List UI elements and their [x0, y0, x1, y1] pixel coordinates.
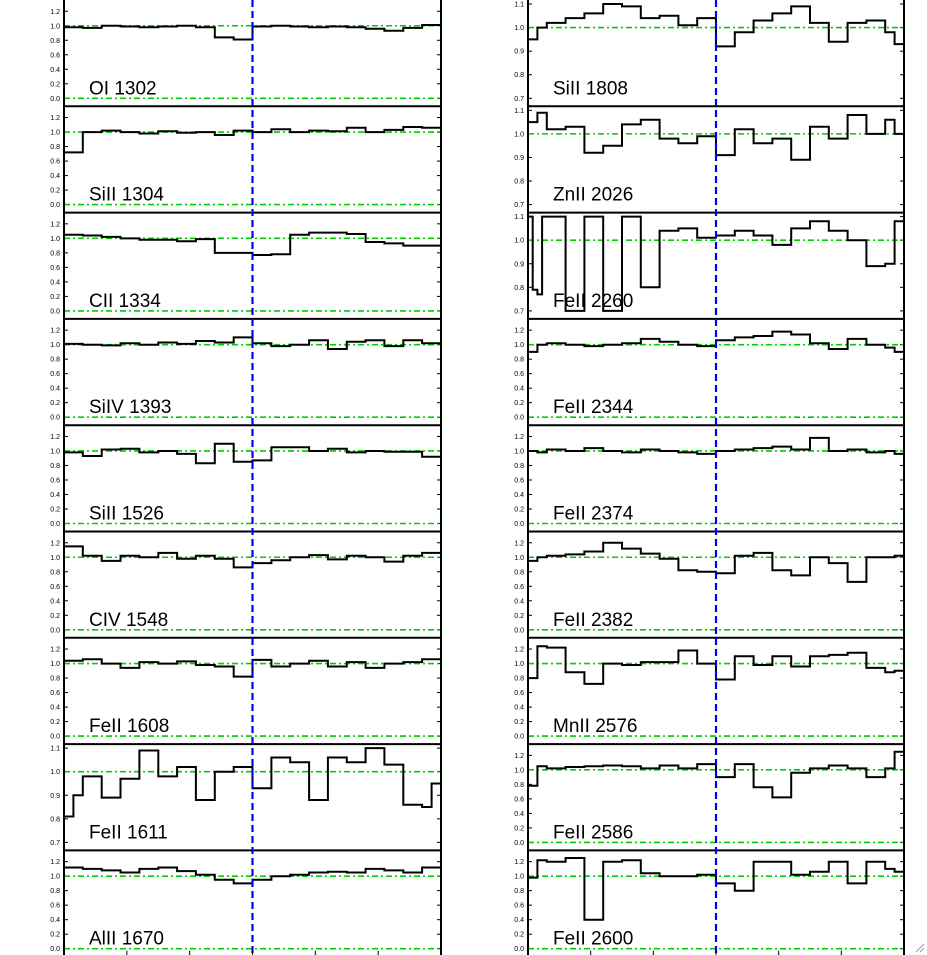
y-tick-label: 0.6 [514, 583, 524, 591]
y-tick-label: 1.2 [514, 646, 524, 654]
y-tick-label: 0.8 [50, 144, 60, 152]
y-tick-label: 0.0 [50, 946, 60, 954]
y-tick-label: 0.2 [50, 293, 60, 301]
transition-label: CII 1334 [89, 290, 161, 312]
transition-label: FeII 1611 [89, 822, 168, 844]
y-tick-label: 0.0 [50, 414, 60, 422]
y-tick-label: 0.2 [50, 931, 60, 939]
y-tick-label: 0.4 [514, 598, 524, 606]
y-tick-label: 1.0 [50, 769, 60, 777]
transition-label: FeII 1608 [89, 716, 170, 738]
y-tick-label: 0.6 [514, 690, 524, 698]
y-tick-label: 1.2 [514, 752, 524, 760]
y-tick-label: 1.0 [50, 235, 60, 243]
y-tick-label: 1.2 [50, 859, 60, 867]
y-tick-label: 0.4 [514, 385, 524, 393]
y-tick-label: 0.8 [514, 781, 524, 789]
y-tick-label: 0.0 [514, 839, 524, 847]
y-tick-label: 1.0 [50, 129, 60, 137]
y-tick-label: 0.6 [50, 690, 60, 698]
y-tick-label: 1.0 [514, 342, 524, 350]
y-tick-label: 1.1 [514, 107, 524, 115]
transition-label: MnII 2576 [553, 716, 638, 738]
transition-label: CIV 1548 [89, 609, 169, 631]
y-tick-label: 0.7 [514, 95, 524, 103]
y-tick-label: 0.7 [50, 839, 60, 847]
y-tick-label: 1.0 [50, 448, 60, 456]
y-tick-label: 0.4 [50, 704, 60, 712]
y-tick-label: 0.2 [50, 612, 60, 620]
spectrum-line [528, 858, 904, 920]
y-tick-label: 0.9 [514, 48, 524, 56]
y-tick-label: 0.4 [514, 917, 524, 925]
y-tick-label: 0.6 [514, 477, 524, 485]
y-tick-label: 0.2 [514, 825, 524, 833]
y-tick-label: 0.7 [514, 308, 524, 316]
y-tick-label: 0.2 [514, 719, 524, 727]
y-tick-label: 0.8 [514, 72, 524, 80]
y-tick-label: 0.6 [514, 902, 524, 910]
y-tick-label: 1.2 [50, 540, 60, 548]
y-tick-label: 0.0 [514, 627, 524, 635]
y-tick-label: 0.6 [50, 902, 60, 910]
y-tick-label: 0.2 [50, 187, 60, 195]
y-tick-label: 1.2 [50, 8, 60, 16]
y-tick-label: 1.2 [514, 540, 524, 548]
y-tick-label: 0.4 [514, 491, 524, 499]
y-tick-label: 0.4 [50, 917, 60, 925]
y-tick-label: 0.8 [50, 356, 60, 364]
y-tick-label: 0.0 [50, 308, 60, 316]
y-tick-label: 0.0 [50, 627, 60, 635]
y-tick-label: 0.6 [50, 264, 60, 272]
y-tick-label: 0.8 [514, 356, 524, 364]
y-tick-label: 0.2 [514, 931, 524, 939]
y-tick-label: 0.8 [50, 462, 60, 470]
transition-label: SiIV 1393 [89, 397, 172, 419]
y-tick-label: 1.0 [514, 131, 524, 139]
y-tick-label: 0.4 [50, 173, 60, 181]
y-tick-label: 0.0 [50, 733, 60, 741]
y-tick-label: 0.0 [514, 733, 524, 741]
y-tick-label: 0.0 [514, 521, 524, 528]
y-tick-label: 0.0 [50, 521, 60, 528]
y-tick-label: 0.2 [50, 400, 60, 408]
y-tick-label: 1.1 [514, 214, 524, 222]
transition-label: FeII 2260 [553, 290, 634, 312]
y-tick-label: 0.8 [514, 462, 524, 470]
y-tick-label: 0.8 [50, 888, 60, 896]
y-tick-label: 0.6 [514, 371, 524, 379]
y-tick-label: 0.6 [50, 583, 60, 591]
y-tick-label: 0.4 [514, 810, 524, 818]
y-tick-label: 0.8 [50, 675, 60, 683]
y-tick-label: 1.0 [50, 342, 60, 350]
y-tick-label: 0.4 [50, 385, 60, 393]
y-tick-label: 0.2 [514, 612, 524, 620]
transition-label: FeII 2344 [553, 397, 634, 419]
y-tick-label: 1.0 [514, 25, 524, 33]
y-tick-label: 0.2 [514, 506, 524, 514]
y-tick-label: 0.2 [50, 719, 60, 727]
y-tick-label: 0.8 [514, 178, 524, 186]
y-tick-label: 0.6 [50, 52, 60, 60]
y-tick-label: 1.0 [50, 873, 60, 881]
transition-label: FeII 2586 [553, 822, 634, 844]
y-tick-label: 0.8 [50, 37, 60, 45]
y-tick-label: 0.8 [50, 569, 60, 577]
y-tick-label: 0.4 [50, 66, 60, 74]
y-tick-label: 1.0 [514, 873, 524, 881]
y-tick-label: 0.9 [514, 261, 524, 269]
y-tick-label: 1.2 [50, 433, 60, 441]
y-tick-label: 1.0 [50, 661, 60, 669]
y-tick-label: 0.4 [50, 279, 60, 287]
y-tick-label: 1.2 [50, 646, 60, 654]
y-tick-label: 1.1 [50, 745, 60, 753]
y-tick-label: 1.1 [514, 1, 524, 9]
y-tick-label: 0.4 [514, 704, 524, 712]
y-tick-label: 1.2 [50, 327, 60, 335]
y-tick-label: 1.2 [50, 221, 60, 229]
transition-label: FeII 2600 [553, 928, 634, 950]
y-tick-label: 0.7 [514, 202, 524, 210]
y-tick-label: 1.2 [50, 115, 60, 123]
y-tick-label: 0.2 [50, 506, 60, 514]
y-tick-label: 0.8 [50, 250, 60, 258]
transition-label: OI 1302 [89, 78, 157, 100]
y-tick-label: 0.4 [50, 491, 60, 499]
resize-grip-icon[interactable] [913, 941, 925, 953]
y-tick-label: 0.9 [514, 154, 524, 162]
y-tick-label: 1.2 [514, 327, 524, 335]
y-tick-label: 1.0 [50, 23, 60, 31]
y-tick-label: 0.8 [514, 569, 524, 577]
y-tick-label: 0.2 [50, 81, 60, 89]
y-tick-label: 0.0 [50, 95, 60, 103]
y-tick-label: 1.0 [514, 661, 524, 669]
y-tick-label: 0.0 [514, 414, 524, 422]
y-tick-label: 0.9 [50, 792, 60, 800]
transition-label: ZnII 2026 [553, 184, 634, 206]
transition-label: FeII 2374 [553, 503, 634, 525]
y-tick-label: 0.8 [514, 675, 524, 683]
y-tick-label: 1.0 [514, 767, 524, 775]
transition-label: SiII 1808 [553, 78, 628, 100]
y-tick-label: 0.0 [50, 202, 60, 210]
y-tick-label: 0.6 [50, 371, 60, 379]
transition-label: SiII 1526 [89, 503, 164, 525]
y-tick-label: 0.2 [514, 400, 524, 408]
y-tick-label: 1.0 [514, 554, 524, 562]
transition-label: SiII 1304 [89, 184, 164, 206]
y-tick-label: 0.8 [50, 816, 60, 824]
transition-label: AlII 1670 [89, 928, 164, 950]
transition-label: FeII 2382 [553, 609, 634, 631]
y-tick-label: 0.4 [50, 598, 60, 606]
y-tick-label: 1.0 [514, 448, 524, 456]
y-tick-label: 0.6 [50, 158, 60, 166]
y-tick-label: 0.6 [514, 796, 524, 804]
y-tick-label: 1.0 [50, 554, 60, 562]
y-tick-label: 1.2 [514, 433, 524, 441]
y-tick-label: 1.2 [514, 859, 524, 867]
y-tick-label: 0.0 [514, 946, 524, 954]
y-tick-label: 1.0 [514, 237, 524, 245]
y-tick-label: 0.6 [50, 477, 60, 485]
y-tick-label: 0.8 [514, 284, 524, 292]
y-tick-label: 0.8 [514, 888, 524, 896]
